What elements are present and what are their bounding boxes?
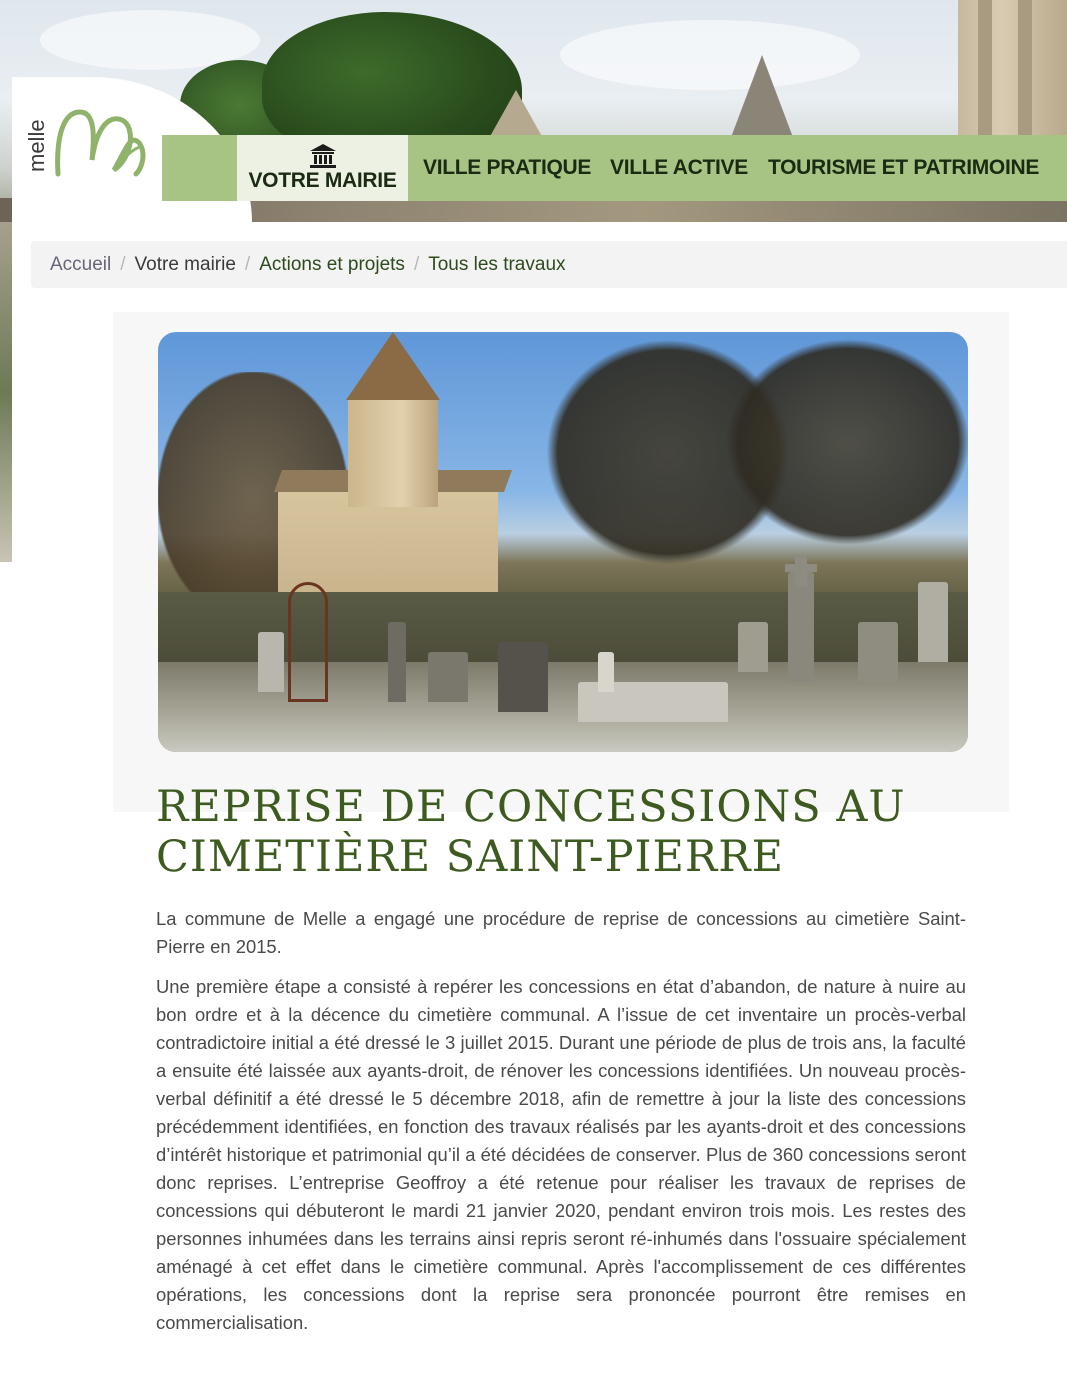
article-title-line: REPRISE DE CONCESSIONS AU xyxy=(156,782,906,832)
main-navigation xyxy=(162,135,1067,201)
photo-gravestone xyxy=(388,622,406,702)
photo-gravestone xyxy=(428,652,468,702)
photo-cross xyxy=(795,557,807,587)
site-logo[interactable] xyxy=(22,100,152,185)
photo-gravestone xyxy=(598,652,614,692)
banner-spire xyxy=(488,90,544,140)
logo-text: melle xyxy=(24,119,49,172)
nav-ville-pratique[interactable] xyxy=(423,135,591,201)
breadcrumb-separator: / xyxy=(413,253,420,275)
article-paragraph: La commune de Melle a engagé une procédure de reprise de concessions au cimetière Saint-Pierre en 2015. xyxy=(156,908,966,957)
breadcrumb xyxy=(31,241,1067,288)
nav-item-label: VILLE ACTIVE xyxy=(610,156,748,179)
breadcrumb-separator: / xyxy=(244,253,251,275)
melle-logo-icon xyxy=(22,100,152,185)
photo-gravestone xyxy=(858,622,898,682)
cemetery-photo xyxy=(158,332,968,752)
nav-item-label: TOURISME ET PATRIMOINE xyxy=(768,156,1040,179)
nav-ville-active[interactable] xyxy=(610,135,748,201)
photo-gravestone xyxy=(918,582,948,662)
nav-item-label: VILLE PRATIQUE xyxy=(423,156,592,179)
photo-gravestone xyxy=(738,622,768,672)
breadcrumb-votre-mairie[interactable]: Votre mairie xyxy=(134,253,236,275)
article-title-line: CIMETIÈRE SAINT-PIERRE xyxy=(156,832,785,882)
photo-cross xyxy=(785,564,817,572)
town-hall-icon xyxy=(309,143,337,169)
photo-iron-gate xyxy=(288,582,328,702)
nav-item-label: VOTRE MAIRIE xyxy=(248,169,397,192)
nav-votre-mairie[interactable] xyxy=(237,135,408,201)
breadcrumb-actions-projets[interactable]: Actions et projets xyxy=(259,253,405,275)
article-title xyxy=(156,782,916,882)
photo-church-spire xyxy=(346,332,440,400)
banner-spire xyxy=(730,55,794,140)
banner-cloud xyxy=(560,20,860,90)
photo-church-tower xyxy=(348,397,438,507)
breadcrumb-separator: / xyxy=(120,253,126,275)
photo-gravestone xyxy=(498,642,548,712)
photo-gravestone xyxy=(258,632,284,692)
article-image-frame xyxy=(113,312,1009,812)
breadcrumb-accueil[interactable]: Accueil xyxy=(50,253,112,275)
article-paragraph: Une première étape a consisté à repérer les concessions en état d’abandon, de nature à nuire au bon ordre et à la décence du cimetière communal. A l’issue de cet inventaire un procès-verbal contradictoire initial a été dressé le 3 juillet 2015. Durant une période de plus de trois ans, la faculté a ensuite été laissée aux ayants-droit, de rénover les concessions identifiées. Un nouveau procès-verbal définitif a été dressé le 5 décembre 2018, afin de remettre à jour la liste des concessions précédemment identifiées, en fonction des travaux réalisés par les ayants-droit et des concessions d’intérêt historique et patrimonial qu’il a été décidées de conserver. Plus de 360 concessions seront donc reprises. L’entreprise Geoffroy a été retenue pour réaliser les travaux de reprises de concessions qui débuteront le mardi 21 janvier 2020, pendant environ trois mois. Les restes des personnes inhumées dans les terrains ainsi repris seront ré-inhumés dans l'ossuaire spécialement aménagé à cet effet dans le cimetière communal. Après l'accomplissement de ces différentes opérations, les concessions dont la reprise sera prononcée pourront être remises en commercialisation. xyxy=(156,976,966,1333)
photo-tree xyxy=(718,332,968,552)
background-edge xyxy=(0,222,12,562)
breadcrumb-tous-travaux[interactable]: Tous les travaux xyxy=(428,253,566,275)
nav-tourisme-patrimoine[interactable] xyxy=(768,135,1039,201)
photo-gravestone xyxy=(788,572,814,682)
